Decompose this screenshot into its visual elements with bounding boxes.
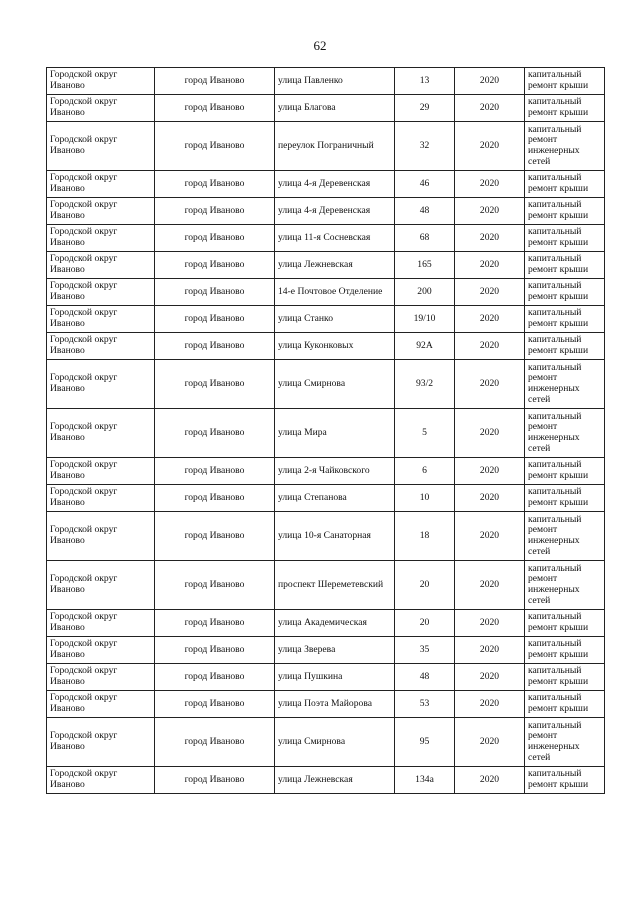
street-cell: улица Пушкина — [275, 664, 395, 691]
year-cell: 2020 — [455, 279, 525, 306]
year-cell: 2020 — [455, 610, 525, 637]
district-cell: Городской округ Иваново — [47, 198, 155, 225]
district-cell: Городской округ Иваново — [47, 561, 155, 610]
house-number-cell: 53 — [395, 691, 455, 718]
street-cell: улица 4-я Деревенская — [275, 198, 395, 225]
city-cell: город Иваново — [155, 512, 275, 561]
year-cell: 2020 — [455, 512, 525, 561]
work-type-cell: капитальный ремонт инженерных сетей — [525, 561, 605, 610]
work-type-cell: капитальный ремонт крыши — [525, 279, 605, 306]
page-number: 62 — [313, 38, 327, 53]
street-cell: улица Смирнова — [275, 718, 395, 767]
city-cell: город Иваново — [155, 360, 275, 409]
district-cell: Городской округ Иваново — [47, 306, 155, 333]
city-cell: город Иваново — [155, 458, 275, 485]
street-cell: улица 11-я Сосневская — [275, 225, 395, 252]
city-cell: город Иваново — [155, 718, 275, 767]
work-type-cell: капитальный ремонт крыши — [525, 610, 605, 637]
city-cell: город Иваново — [155, 409, 275, 458]
work-type-cell: капитальный ремонт крыши — [525, 485, 605, 512]
house-number-cell: 92А — [395, 333, 455, 360]
year-cell: 2020 — [455, 409, 525, 458]
year-cell: 2020 — [455, 718, 525, 767]
district-cell: Городской округ Иваново — [47, 610, 155, 637]
year-cell: 2020 — [455, 198, 525, 225]
house-number-cell: 5 — [395, 409, 455, 458]
work-type-cell: капитальный ремонт крыши — [525, 664, 605, 691]
city-cell: город Иваново — [155, 252, 275, 279]
year-cell: 2020 — [455, 767, 525, 794]
district-cell: Городской округ Иваново — [47, 458, 155, 485]
district-cell: Городской округ Иваново — [47, 95, 155, 122]
district-cell: Городской округ Иваново — [47, 68, 155, 95]
house-number-cell: 10 — [395, 485, 455, 512]
table-row — [47, 171, 605, 198]
street-cell: улица Благова — [275, 95, 395, 122]
table-row — [47, 561, 605, 610]
house-number-cell: 134а — [395, 767, 455, 794]
table-row — [47, 306, 605, 333]
street-cell: переулок Пограничный — [275, 122, 395, 171]
house-number-cell: 13 — [395, 68, 455, 95]
work-type-cell: капитальный ремонт крыши — [525, 691, 605, 718]
street-cell: улица 4-я Деревенская — [275, 171, 395, 198]
city-cell: город Иваново — [155, 225, 275, 252]
table-row — [47, 122, 605, 171]
district-cell: Городской округ Иваново — [47, 360, 155, 409]
repair-schedule-table — [46, 67, 605, 794]
table-row — [47, 637, 605, 664]
year-cell: 2020 — [455, 95, 525, 122]
city-cell: город Иваново — [155, 485, 275, 512]
table-row — [47, 225, 605, 252]
house-number-cell: 6 — [395, 458, 455, 485]
house-number-cell: 48 — [395, 198, 455, 225]
city-cell: город Иваново — [155, 561, 275, 610]
district-cell: Городской округ Иваново — [47, 122, 155, 171]
work-type-cell: капитальный ремонт инженерных сетей — [525, 512, 605, 561]
year-cell: 2020 — [455, 333, 525, 360]
table-row — [47, 333, 605, 360]
district-cell: Городской округ Иваново — [47, 767, 155, 794]
work-type-cell: капитальный ремонт крыши — [525, 637, 605, 664]
table-row — [47, 718, 605, 767]
house-number-cell: 95 — [395, 718, 455, 767]
table-body — [47, 68, 605, 794]
city-cell: город Иваново — [155, 122, 275, 171]
city-cell: город Иваново — [155, 333, 275, 360]
house-number-cell: 32 — [395, 122, 455, 171]
street-cell: улица Академическая — [275, 610, 395, 637]
house-number-cell: 200 — [395, 279, 455, 306]
district-cell: Городской округ Иваново — [47, 409, 155, 458]
district-cell: Городской округ Иваново — [47, 279, 155, 306]
house-number-cell: 68 — [395, 225, 455, 252]
city-cell: город Иваново — [155, 171, 275, 198]
house-number-cell: 29 — [395, 95, 455, 122]
year-cell: 2020 — [455, 306, 525, 333]
year-cell: 2020 — [455, 122, 525, 171]
year-cell: 2020 — [455, 485, 525, 512]
table-row — [47, 252, 605, 279]
work-type-cell: капитальный ремонт крыши — [525, 68, 605, 95]
city-cell: город Иваново — [155, 198, 275, 225]
city-cell: город Иваново — [155, 68, 275, 95]
table-row — [47, 485, 605, 512]
work-type-cell: капитальный ремонт крыши — [525, 95, 605, 122]
house-number-cell: 20 — [395, 610, 455, 637]
street-cell: улица Станко — [275, 306, 395, 333]
work-type-cell: капитальный ремонт крыши — [525, 171, 605, 198]
work-type-cell: капитальный ремонт крыши — [525, 225, 605, 252]
year-cell: 2020 — [455, 171, 525, 198]
street-cell: улица 2-я Чайковского — [275, 458, 395, 485]
street-cell: улица Павленко — [275, 68, 395, 95]
year-cell: 2020 — [455, 561, 525, 610]
year-cell: 2020 — [455, 225, 525, 252]
street-cell: улица Лежневская — [275, 252, 395, 279]
table-row — [47, 279, 605, 306]
year-cell: 2020 — [455, 458, 525, 485]
year-cell: 2020 — [455, 252, 525, 279]
city-cell: город Иваново — [155, 637, 275, 664]
street-cell: проспект Шереметевский — [275, 561, 395, 610]
city-cell: город Иваново — [155, 664, 275, 691]
work-type-cell: капитальный ремонт крыши — [525, 767, 605, 794]
work-type-cell: капитальный ремонт крыши — [525, 198, 605, 225]
district-cell: Городской округ Иваново — [47, 485, 155, 512]
table-row — [47, 610, 605, 637]
district-cell: Городской округ Иваново — [47, 718, 155, 767]
table-row — [47, 409, 605, 458]
district-cell: Городской округ Иваново — [47, 637, 155, 664]
table-row — [47, 767, 605, 794]
table-row — [47, 198, 605, 225]
street-cell: улица Степанова — [275, 485, 395, 512]
city-cell: город Иваново — [155, 610, 275, 637]
year-cell: 2020 — [455, 68, 525, 95]
table-row — [47, 664, 605, 691]
work-type-cell: капитальный ремонт крыши — [525, 252, 605, 279]
year-cell: 2020 — [455, 360, 525, 409]
city-cell: город Иваново — [155, 767, 275, 794]
work-type-cell: капитальный ремонт крыши — [525, 333, 605, 360]
street-cell: улица 10-я Санаторная — [275, 512, 395, 561]
district-cell: Городской округ Иваново — [47, 171, 155, 198]
house-number-cell: 19/10 — [395, 306, 455, 333]
table-row — [47, 458, 605, 485]
city-cell: город Иваново — [155, 306, 275, 333]
year-cell: 2020 — [455, 637, 525, 664]
street-cell: 14-е Почтовое Отделение — [275, 279, 395, 306]
street-cell: улица Поэта Майорова — [275, 691, 395, 718]
street-cell: улица Лежневская — [275, 767, 395, 794]
street-cell: улица Смирнова — [275, 360, 395, 409]
district-cell: Городской округ Иваново — [47, 512, 155, 561]
city-cell: город Иваново — [155, 691, 275, 718]
city-cell: город Иваново — [155, 95, 275, 122]
street-cell: улица Зверева — [275, 637, 395, 664]
year-cell: 2020 — [455, 691, 525, 718]
house-number-cell: 46 — [395, 171, 455, 198]
table-row — [47, 68, 605, 95]
work-type-cell: капитальный ремонт инженерных сетей — [525, 409, 605, 458]
table-row — [47, 512, 605, 561]
work-type-cell: капитальный ремонт инженерных сетей — [525, 360, 605, 409]
table-row — [47, 360, 605, 409]
table-row — [47, 95, 605, 122]
house-number-cell: 48 — [395, 664, 455, 691]
year-cell: 2020 — [455, 664, 525, 691]
street-cell: улица Мира — [275, 409, 395, 458]
district-cell: Городской округ Иваново — [47, 333, 155, 360]
work-type-cell: капитальный ремонт инженерных сетей — [525, 718, 605, 767]
district-cell: Городской округ Иваново — [47, 225, 155, 252]
district-cell: Городской округ Иваново — [47, 252, 155, 279]
work-type-cell: капитальный ремонт инженерных сетей — [525, 122, 605, 171]
district-cell: Городской округ Иваново — [47, 664, 155, 691]
house-number-cell: 18 — [395, 512, 455, 561]
house-number-cell: 35 — [395, 637, 455, 664]
table-row — [47, 691, 605, 718]
street-cell: улица Куконковых — [275, 333, 395, 360]
house-number-cell: 20 — [395, 561, 455, 610]
city-cell: город Иваново — [155, 279, 275, 306]
work-type-cell: капитальный ремонт крыши — [525, 306, 605, 333]
house-number-cell: 93/2 — [395, 360, 455, 409]
work-type-cell: капитальный ремонт крыши — [525, 458, 605, 485]
district-cell: Городской округ Иваново — [47, 691, 155, 718]
house-number-cell: 165 — [395, 252, 455, 279]
